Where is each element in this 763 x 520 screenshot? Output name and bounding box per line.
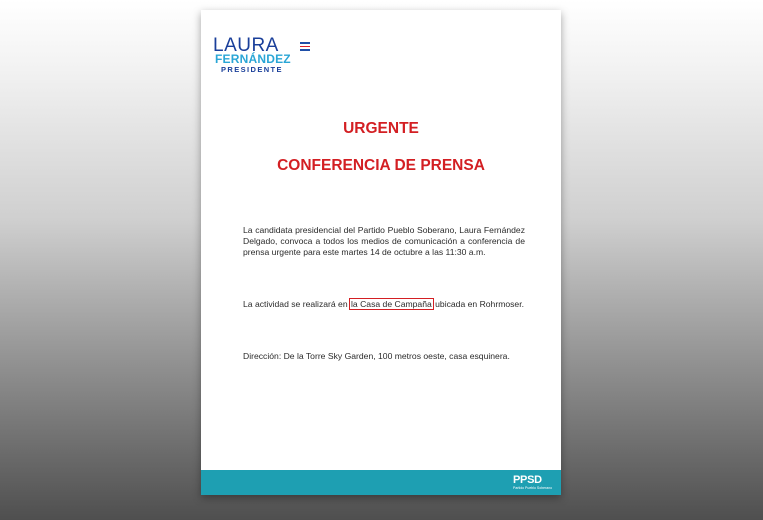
press-release-page	[201, 10, 561, 495]
highlighted-location: la Casa de Campaña	[351, 298, 432, 309]
party-logo	[513, 474, 553, 492]
logo-flag-icon	[300, 42, 310, 51]
logo-name: LAURA	[213, 35, 279, 56]
party-logo-subtitle: Partido Pueblo Soberano	[513, 486, 553, 490]
heading-urgent: URGENTE	[343, 120, 419, 137]
heading-press-conference: CONFERENCIA DE PRENSA	[277, 157, 485, 174]
location-text-before: La actividad se realizará en	[243, 298, 351, 309]
party-logo-mark: PPSD	[513, 474, 542, 486]
logo-role: PRESIDENTE	[221, 65, 283, 74]
paragraph-address: Dirección: De la Torre Sky Garden, 100 metros oeste, casa esquinera.	[243, 350, 510, 361]
logo-surname: FERNÁNDEZ	[215, 52, 291, 66]
campaign-logo	[213, 36, 313, 82]
footer-bar	[201, 470, 561, 495]
location-text-after: ubicada en Rohrmoser.	[432, 298, 524, 309]
paragraph-location	[243, 299, 525, 310]
paragraph-announcement: La candidata presidencial del Partido Pueblo Soberano, Laura Fernández Delgado, convoca a todos los medios de comunicación a conferencia de prensa urgente para este martes 14 de octubre a las 11:30 a.m.	[243, 224, 525, 257]
